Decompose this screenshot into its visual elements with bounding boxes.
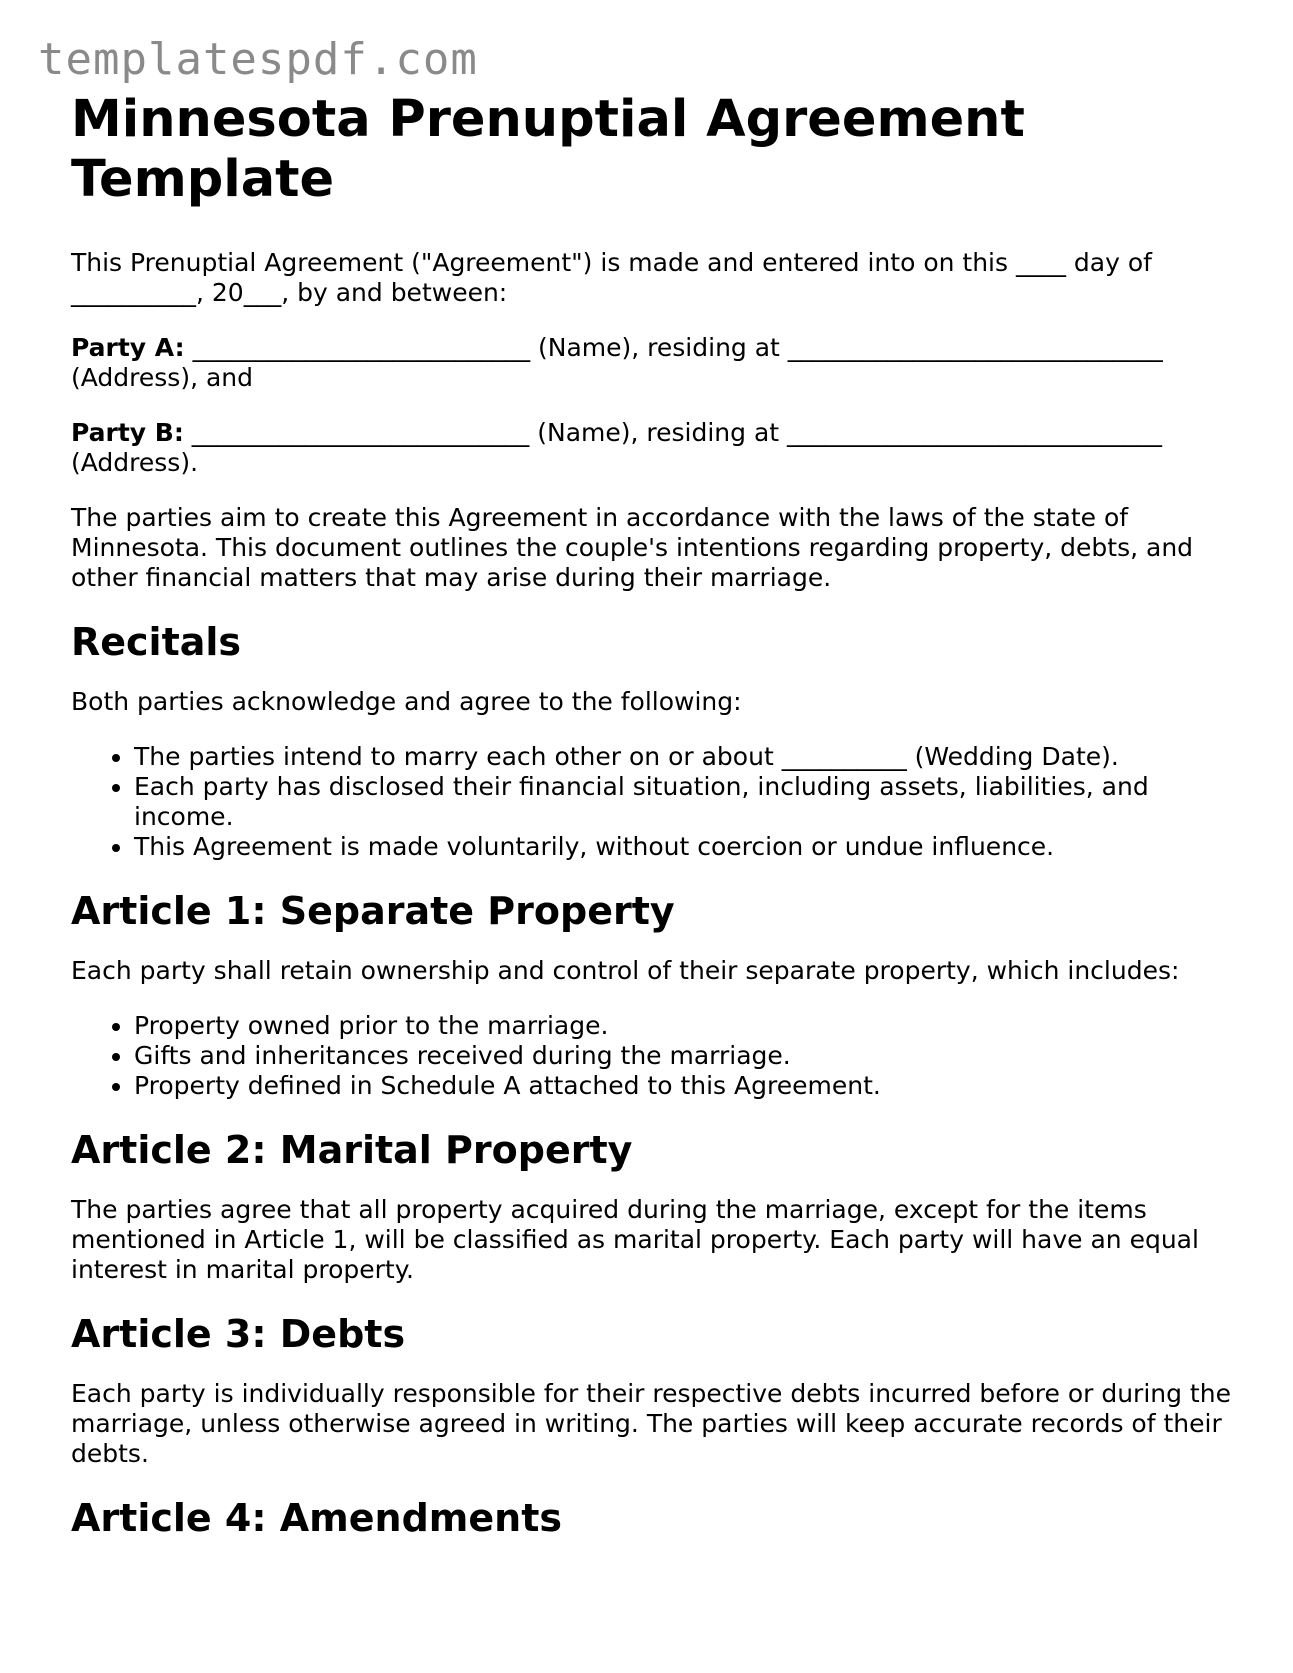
article-1-heading: Article 1: Separate Property: [71, 889, 675, 933]
article-2-heading: Article 2: Marital Property: [71, 1128, 633, 1172]
party-a-label: Party A:: [71, 333, 185, 362]
site-watermark: templatespdf.com: [38, 34, 478, 85]
purpose-paragraph: The parties aim to create this Agreement in accordance with the laws of the state of Minnesota. This document outlines the couple's intentions regarding property, debts, and other financial matters that may arise during their marriage.: [71, 503, 1194, 592]
list-item: • Property defined in Schedule A attached to this Agreement.: [134, 1071, 1241, 1101]
party-b-label: Party B:: [71, 418, 184, 447]
article-4-heading: Article 4: Amendments: [71, 1496, 562, 1540]
article-1-lead: Each party shall retain ownership and control of their separate property, which includes:: [71, 956, 1180, 985]
party-b-text: ___________________________ (Name), residing at ______________________________ (Address).: [71, 418, 1163, 477]
list-item: • Gifts and inheritances received during the marriage.: [134, 1041, 1241, 1071]
party-b-line: [71, 418, 1241, 478]
article-2-body: The parties agree that all property acquired during the marriage, except for the items mentioned in Article 1, will be classified as marital property. Each party will have an equal interest in marital property.: [71, 1195, 1199, 1284]
article-3-heading: Article 3: Debts: [71, 1312, 406, 1356]
intro-paragraph: This Prenuptial Agreement ("Agreement") is made and entered into on this ____ day of __________, 20___, by and between:: [71, 248, 1152, 307]
document-title: Minnesota Prenuptial Agreement Template: [71, 90, 1025, 209]
list-item: • The parties intend to marry each other on or about __________ (Wedding Date).: [134, 742, 1241, 772]
recitals-heading: Recitals: [71, 620, 242, 664]
list-item: • Property owned prior to the marriage.: [134, 1011, 1241, 1041]
article-3-body: Each party is individually responsible for their respective debts incurred before or during the marriage, unless otherwise agreed in writing. The parties will keep accurate records of their debts.: [71, 1379, 1231, 1468]
list-item: • Each party has disclosed their financial situation, including assets, liabilities, and income.: [134, 772, 1241, 832]
recitals-lead: Both parties acknowledge and agree to the following:: [71, 687, 742, 716]
recitals-list: [71, 742, 1241, 862]
article-1-list: [71, 1011, 1241, 1101]
list-item: • This Agreement is made voluntarily, without coercion or undue influence.: [134, 832, 1241, 862]
party-a-line: [71, 333, 1241, 393]
party-a-text: ___________________________ (Name), residing at ______________________________ (Address), and: [71, 333, 1163, 392]
document-page: [71, 90, 1241, 1563]
